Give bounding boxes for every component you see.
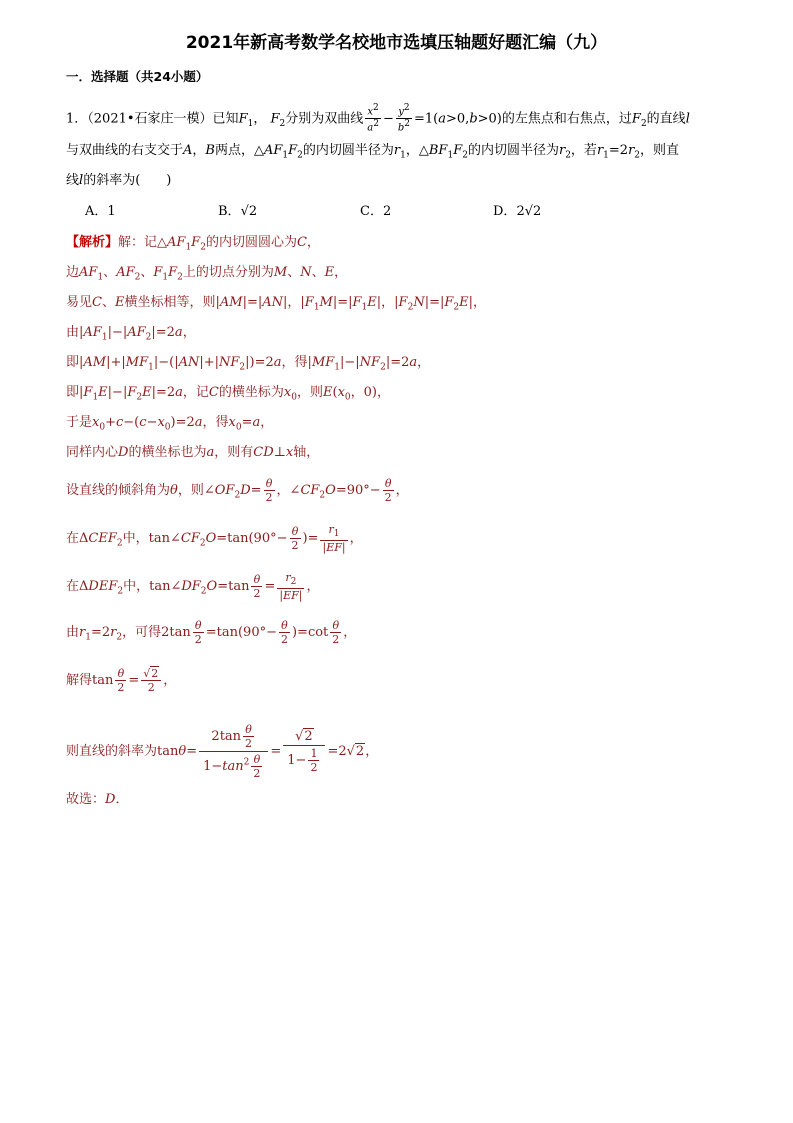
option-b[interactable]: B．√2 [218, 204, 258, 219]
solution-line-7: 于是$x_0+c-(c-x_0)=2a$，得$x_0=a$， [66, 415, 274, 433]
question-line-3: 线l的斜率为( ) [66, 173, 172, 188]
options-row [85, 205, 585, 221]
section-heading: 一．选择题（共24小题） [66, 69, 209, 84]
solution-line-3: 易见C、E横坐标相等，则|AM|=|AN|，$|F_1M|=|F_1E|$，$|F_2N|=|F_2E|$， [66, 295, 486, 313]
question-line-2: 与双曲线的右支交于A，B两点，$\triangle AF_1F_2$的内切圆半径为$r_1$，$\triangle BF_1F_2$的内切圆半径为$r_2$，若$r_1=2r_2$，则直 [66, 143, 680, 161]
option-a[interactable]: A．1 [85, 204, 116, 219]
solution-line-5: 即$|AM|+|MF_1|-(|AN|+|NF_2|)=2a$，得$|MF_1|-|NF_2|=2a$， [66, 355, 431, 373]
solution-line-8: 同样内心D的横坐标也为a，则有CD⊥x轴， [66, 445, 320, 460]
solution-line-13: 解得tan $\frac{\theta}{2}$ = $\frac{√2}{2}$ ， [66, 667, 177, 694]
question-line-1: 1．（2021•石家庄一模）已知$F_1$， $F_2$分别为双曲线 $\frac{x^2}{a^2}$ − $\frac{y^2}{b^2}$ =1(a>0,b>0)的左焦点和右焦点，过$F_2$的直线l [66, 103, 690, 134]
solution-line-9: 设直线的倾斜角为θ，则$\angle OF_2D=$ $\frac{\theta}{2}$ ，$\angle CF_2O=90^\circ-$ $\frac{\theta}{2}$ ， [66, 477, 409, 504]
solution-line-14: 则直线的斜率为tanθ= 2tan $\frac{\theta}{2}$ $1-\tan^2$ $\frac{\theta}{2}$ = √2 1− $\frac{1}{2}$ =2√2， [66, 723, 379, 780]
solution-line-2: 边$AF_1$、$AF_2$、$F_1F_2$上的切点分别为M、N、E， [66, 265, 348, 283]
option-d[interactable]: D．2√2 [493, 204, 542, 219]
solution-line-4: 由$|AF_1|-|AF_2|=2a$， [66, 325, 196, 343]
option-c[interactable]: C．2 [360, 204, 392, 219]
page-title: 2021年新高考数学名校地市选填压轴题好题汇编（九） [185, 33, 608, 53]
solution-line-12: 由$r_1=2r_2$，可得2tan $\frac{\theta}{2}$ =tan(90°− $\frac{\theta}{2}$ )=cot $\frac{\theta}{2}$ ， [66, 619, 357, 646]
solution-conclusion: 故选：D． [66, 792, 129, 807]
solution-line-11: 在$\Delta DEF_2$中，$\tan\angle DF_2O=\tan$ $\frac{\theta}{2}$ = $\frac{r_2}{|EF|}$ ， [66, 571, 320, 603]
solution-line-6: 即$|F_1E|-|F_2E|=2a$，记C的横坐标为$x_0$，则$E(x_0$，0)， [66, 385, 390, 403]
solution-line-10: 在$\Delta CEF_2$中，$\tan\angle CF_2O=\tan(90^\circ-$ $\frac{\theta}{2}$ )= $\frac{r_1}{|EF|}$ ， [66, 523, 363, 555]
solution-line-1: 【解析】解：记$\triangle AF_1F_2$的内切圆圆心为C， [66, 235, 320, 253]
solution-label: 【解析】 [66, 235, 119, 250]
answer-value: D [105, 792, 116, 807]
